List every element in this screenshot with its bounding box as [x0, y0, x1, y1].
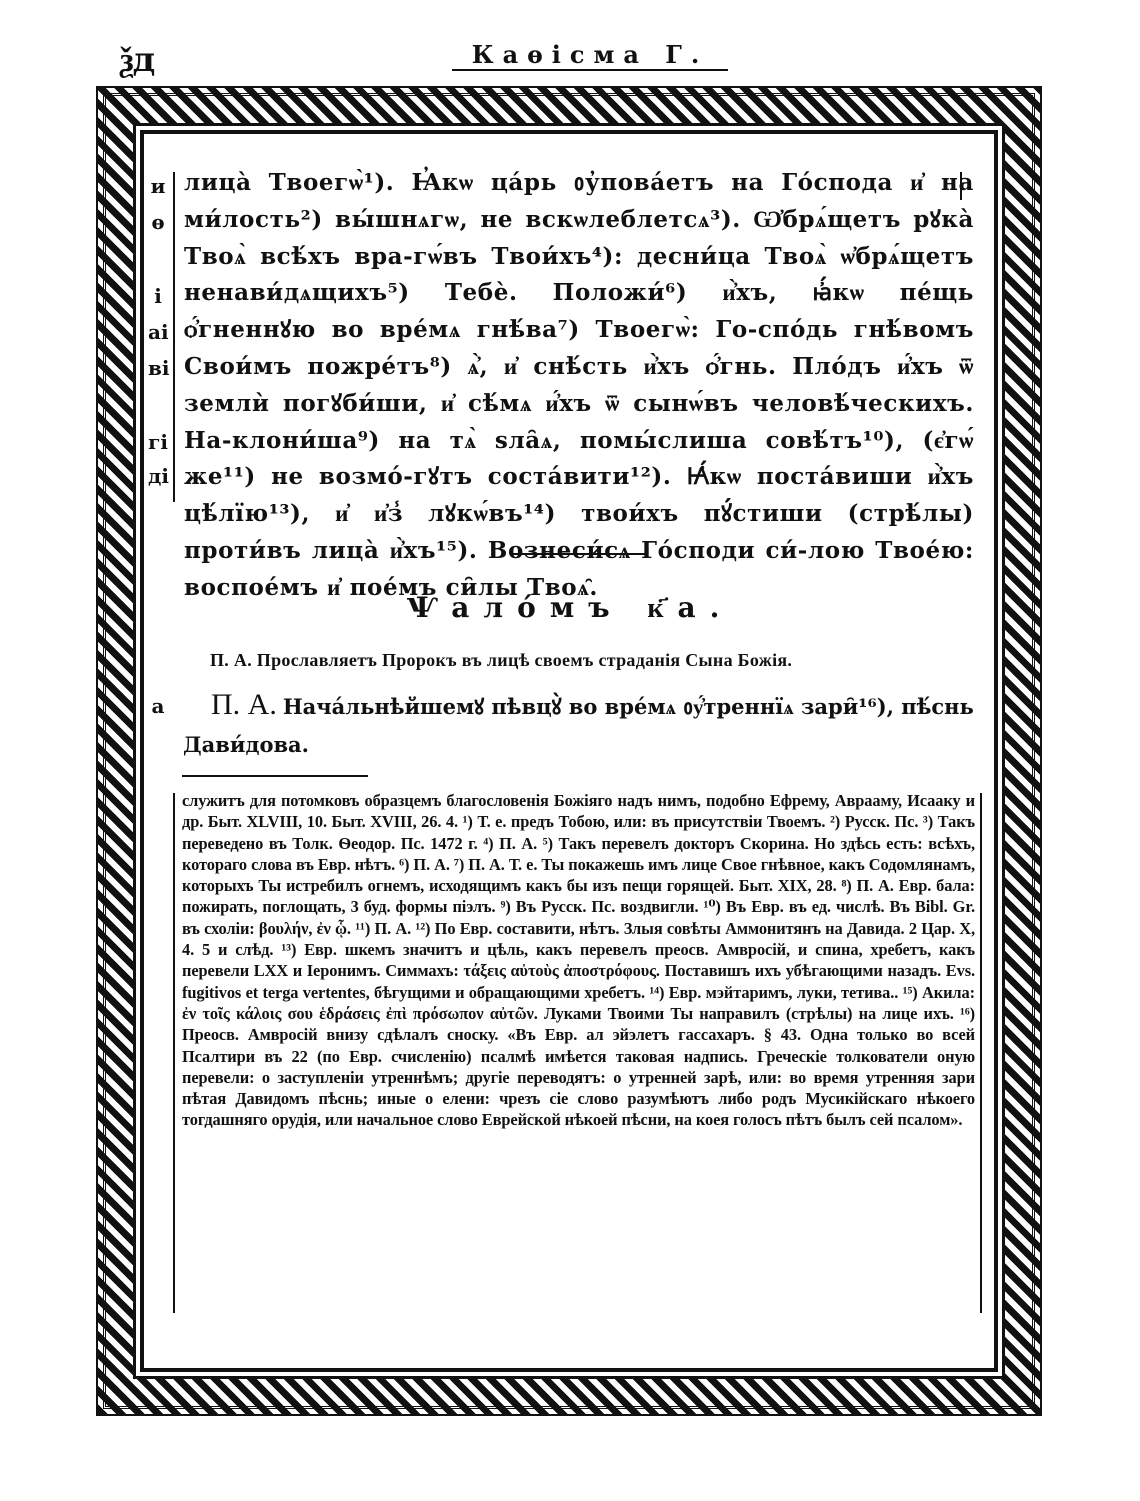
psalm-title: Ѱало́мъ к҃а. [406, 591, 734, 624]
footnote-right-rule [980, 793, 982, 1313]
verse-number: ѳ [151, 210, 165, 234]
page-number: ѯд [120, 40, 155, 80]
verse-column-rule [173, 172, 175, 502]
running-title: Каѳісма Г. [471, 40, 709, 69]
header-rule [452, 69, 728, 71]
superscription-text: Нача́льнѣйшемꙋ пѣвцꙋ̀ во вре́мѧ ᲂу҆́треннїѧ зари̑¹⁶), пѣ́снь Дави́дова. [183, 694, 974, 757]
footnotes: служитъ для потомковъ образцемъ благословенія Божіяго надъ нимъ, подобно Ефрему, Авраaму, Исааку и др. Быт. XLVIII, 10. Быт. XVIII, 26. 4. ¹) Т. е. предъ Тобою, или: въ присутствіи Твоемъ. ²) Русск. Пс. ³) Такъ переведено въ Толк. Ѳеодор. Пс. 1472 г. ⁴) П. А. ⁵) Такъ перевелъ докторъ Скорина. Но здѣсь есть: всѣхъ, котораго слова въ Евр. нѣтъ. ⁶) П. А. ⁷) П. А. Т. е. Ты покажешь имъ лице Свое гнѣвное, какъ Содомлянамъ, которыхъ Ты истребилъ огнемъ, исходящимъ какъ бы изъ пещи горящей. Быт. XIX, 28. ⁸) П. А. Евр. бала: пожирать, поглощать, 3 буд. формы піэлъ. ⁹) Въ Русск. Пс. воздвигли. ¹⁰) Въ Евр. въ ед. числѣ. Въ Bibl. Gr. въ схоліи: βουλήν, ἐν ᾧ. ¹¹) П. А. ¹²) По Евр. составити, нѣтъ. Злыя совѣты Аммонитянъ на Давида. 2 Цар. X, 4. 5 и слѣд. ¹³) Евр. шкемъ значитъ и цѣль, какъ перевелъ преосв. Амвросій, и спина, хребетъ, какъ перевели LXX и Іеронимъ. Симмахъ: τάξεις αὐτοὺς ἀποστρόφους. Поставишъ ихъ убѣгающими назадъ. Evs. fugitivos et terga vertentes, бѣгущими и обращающими хребетъ. ¹⁴) Евр. мэйтаримъ, луки, тетива.. ¹⁵) Акила: ἐν τοῖς κάλοις σου ἑδράσεις ἐπὶ πρόσωπον αὐτῶν. Луками Твоими Ты направилъ (стрѣлы) на лице ихъ. ¹⁶) Преосв. Амвросій внизу сдѣлалъ сноску. «Въ Евр. ал эйэлетъ гассахаръ. § 43. Одна только во всей Псалтири въ 22 (по Евр. счисленію) псалмѣ имѣется таковая надпись. Греческіе толкователи оную перевели: о заступленіи утреннѣмъ; другіе переводятъ: о утренней зарѣ, или: во время утренняя зари пѣтая Давидомъ пѣснь; иные о елени: чрезъ сіе слово разумѣютъ либо родъ Мусикійскаго нѣкоего тогдашняго орудія, или начальное слово Еврейской нѣкоей пѣсни, на коея голосъ пѣтъ былъ сей псалом». [182, 791, 975, 1130]
verse-number: аі [148, 320, 169, 344]
verse-number: ві [148, 356, 170, 380]
verse-number: гі [148, 430, 168, 454]
psalm-argument: П. А. Прославляетъ Пророкъ въ лицѣ своемъ страданія Сына Божія. [210, 650, 793, 670]
verse-number: и [150, 174, 166, 198]
section-divider [510, 553, 645, 555]
verse-number: і [154, 284, 162, 308]
verse-number: ді [148, 464, 169, 488]
footnote-rule [182, 775, 368, 777]
verse-number: а [151, 694, 165, 718]
footnote-left-rule [173, 793, 175, 1313]
source-label: П. А. [211, 688, 277, 721]
psalm-20-text: лица̀ Твоегѡ̀¹). Ꙗ̓кѡ ца́рь ᲂу̓пова́етъ на Го́спода и҆ на ми́лость²) вы́шнѧгѡ, не вскѡлеблетсѧ³). Ѡ҆брѧ́щетъ рꙋка̀ Твоѧ̀ всѣ́хъ вра-гѡ́въ Твои́хъ⁴): десни́ца Твоѧ̀ ѡ҆брѧ́щетъ ненави́дѧщихъ⁵) Тебѐ. Положи́⁶) и҆̀хъ, ꙗ҆́кѡ пе́щь ѻ҆́гненнꙋю во вре́мѧ гнѣ́ва⁷) Твоегѡ̀: Го-спо́дь гнѣ́вомъ Свои́мъ пожре́тъ⁸) ѧ҆̀, и҆ снѣ́сть и҆̀хъ ѻ҆́гнь. Пло́дъ и҆́хъ ѿ землѝ погꙋби́ши, и҆ сѣ́мѧ и҆́хъ ѿ сынѡ́въ человѣ́ческихъ. На-клони́ша⁹) на тѧ̀ ѕла̑ѧ, помы́слиша совѣ́тъ¹⁰), (є҆гѡ́ же¹¹) не возмо́-гꙋтъ соста́вити¹²). Ꙗ҆́кѡ поста́виши и҆̀хъ цѣ́лїю¹³), и҆ и҆з̾ лꙋкѡ́въ¹⁴) твои́хъ пꙋ́стиши (стрѣ́лы) проти́въ лица̀ и҆̀хъ¹⁵). Вознеси́сѧ Го́споди си́-лою Твое́ю: воспое́мъ и҆ пое́мъ си̑лы Твоѧ̑. [184, 169, 974, 601]
psalm-superscription [183, 686, 975, 764]
